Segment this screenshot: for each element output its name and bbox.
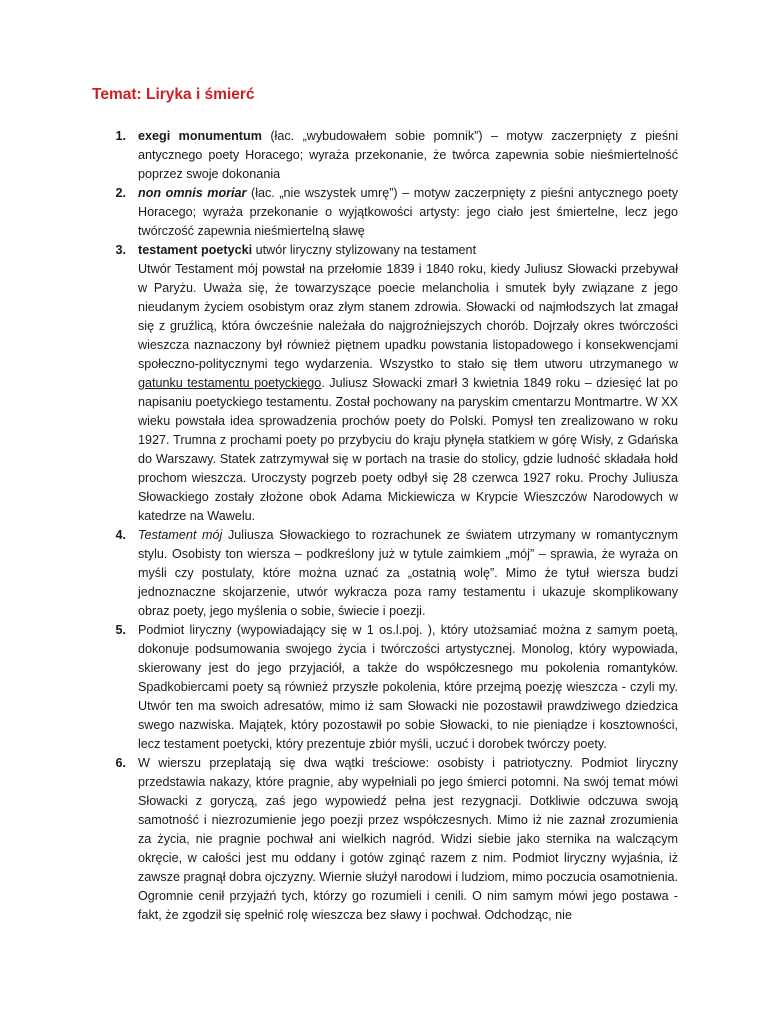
list-item xyxy=(108,754,678,925)
genre-link[interactable]: gatunku testamentu poetyckiego xyxy=(138,376,322,390)
item-number: 5. xyxy=(115,623,126,637)
paragraph-text: . Juliusz Słowacki zmarł 3 kwietnia 1849 roku – dziesięć lat po napisaniu poetyckiego testamentu. Został pochowany na paryskim cmentarzu Montmartre. W XX wieku powstała idea sprowadzenia prochów poety do Polski. Pomysł ten zrealizowano w roku 1927. Trumna z prochami poety po przybyciu do kraju płynęła statkiem w górę Wisły, z Gdańska do Warszawy. Statek zatrzymywał się w portach na trasie do stolicy, gdzie ludność składała hołd prochom wieszcza. Uroczysty pogrzeb poety odbył się 28 czerwca 1927 roku. Prochy Juliusza Słowackiego zostały złożone obok Adama Mickiewicza w Krypcie Wieszczów Narodowych w katedrze na Wawelu. xyxy=(138,376,678,523)
item-number: 6. xyxy=(115,756,126,770)
item-term: testament poetycki xyxy=(138,243,253,257)
item-paragraph xyxy=(138,260,678,526)
item-text: Podmiot liryczny (wypowiadający się w 1 os.l.poj. ), który utożsamiać można z samym poetą, dokonuje podsumowania swojego życia i twórczości artystycznej. Monolog, który wypowiada, skierowany jest do jego przyjaciół, a także do współczesnego mu pokolenia romantyków. Spadkobiercami poety są również przyszłe pokolenia, które przejmą poezję wieszcza - czyli my. Utwór ten ma swoich adresatów, mimo iż sam Słowacki nie pozostawił prawdziwego dziedzica swego nazwiska. Majątek, który pozostawił po sobie Słowacki, to nie pieniądze i kosztowności, lecz testament poetycki, który prezentuje zbiór myśli, uczuć i dorobek twórczy poety. xyxy=(138,623,678,751)
item-term: non omnis moriar xyxy=(138,186,247,200)
numbered-list xyxy=(108,127,678,925)
item-text: Juliusza Słowackiego to rozrachunek ze światem utrzymany w romantycznym stylu. Osobisty ton wiersza – podkreślony już w tytule zaimkiem „mój” – sprawia, że wyraża on myśli czy postulaty, które można uznać za „ostatnią wolę”. Mimo że tytuł wiersza budzi jednoznaczne skojarzenie, utwór wykracza poza ramy testamentu i ukazuje skomplikowany obraz poety, jego myślenia o sobie, świecie i poezji. xyxy=(138,528,678,618)
item-text: (łac. „wybudowałem sobie pomnik”) – motyw zaczerpnięty z pieśni antycznego poety Horacego; wyraża przekonanie, że twórca zapewnia sobie nieśmiertelność poprzez swoje dokonania xyxy=(138,129,678,181)
item-term: exegi monumentum xyxy=(138,129,262,143)
item-number: 2. xyxy=(115,186,126,200)
item-text: utwór liryczny stylizowany na testament xyxy=(252,243,477,257)
page-title: Temat: Liryka i śmierć xyxy=(92,86,255,103)
item-text: W wierszu przeplatają się dwa wątki treściowe: osobisty i patriotyczny. Podmiot liryczny przedstawia nakazy, które pragnie, aby wypełniali po jego śmierci potomni. Na swój temat mówi Słowacki z goryczą, zaś jego wypowiedź pełna jest rezygnacji. Dotkliwie odczuwa swoją samotność i niezrozumienie jego poezji przez współczesnych. Mimo iż nie zaznał zrozumienia za życia, nie pragnie pochwał ani wielkich nagród. Widzi siebie jako sternika na walczącym okręcie, w całości jest mu oddany i gotów zginąć razem z nim. Podmiot liryczny wyjaśnia, iż zawsze pragnął dobra ojczyzny. Wiernie służył narodowi i ludziom, mimo poczucia osamotnienia. Ogromnie cenił przyjaźń tych, którzy go rozumieli i cenili. O nim samym mówi jego postawa - fakt, że zgodził się spełnić rolę wieszcza bez sławy i pochwał. Odchodząc, nie xyxy=(138,756,678,922)
item-text: (łac. „nie wszystek umrę”) – motyw zaczerpnięty z pieśni antycznego poety Horacego; wyraża przekonanie o wyjątkowości artysty: jego ciało jest śmiertelne, lecz jego twórczość zapewnia nieśmiertelną sławę xyxy=(138,186,678,238)
list-item xyxy=(108,241,678,526)
item-number: 3. xyxy=(115,243,126,257)
list-item xyxy=(108,127,678,184)
item-number: 4. xyxy=(115,528,126,542)
list-item xyxy=(108,526,678,621)
list-item xyxy=(108,184,678,241)
paragraph-text: Utwór Testament mój powstał na przełomie 1839 i 1840 roku, kiedy Juliusz Słowacki przebywał w Paryżu. Uważa się, że towarzyszące poecie melancholia i smutek były związane z jego nieudanym życiem osobistym oraz złym stanem zdrowia. Słowacki od najmłodszych lat zmagał się z gruźlicą, która ówcześnie należała do najgroźniejszych chorób. Dojrzały okres twórczości wieszcza naznaczony był również piętnem upadku powstania listopadowego i konsekwencjami społeczno-politycznymi tego wydarzenia. Wszystko to stało się tłem utworu utrzymanego w xyxy=(138,262,678,371)
list-item xyxy=(108,621,678,754)
item-number: 1. xyxy=(115,129,126,143)
item-term: Testament mój xyxy=(138,528,223,542)
